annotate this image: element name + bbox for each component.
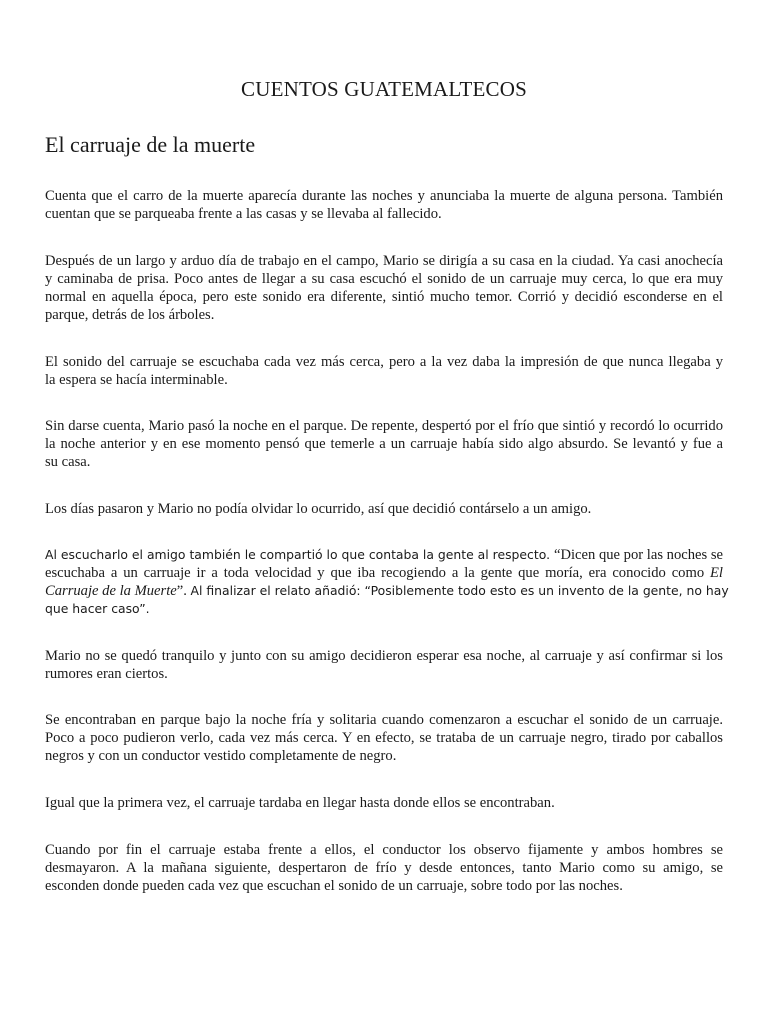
paragraph-line: la noche anterior y en ese momento pensó que temerle a un carruaje había sido algo absurdo. Se levantó y fue a — [45, 436, 723, 452]
paragraph — [45, 841, 723, 895]
paragraph — [45, 500, 723, 518]
story-title: El carruaje de la muerte — [45, 132, 256, 157]
paragraph-line — [45, 600, 723, 618]
paragraph — [45, 417, 723, 471]
paragraph-line: Cuenta que el carro de la muerte aparecía durante las noches y anunciaba la muerte de alguna persona. También — [45, 188, 723, 204]
paragraph-line: la espera se hacía interminable. — [45, 372, 228, 388]
text-run: “Dicen que por las noches se — [553, 547, 723, 563]
paragraph-line: cuentan que se parqueaba frente a las casas y se llevaba al fallecido. — [45, 206, 442, 222]
paragraph-line — [45, 546, 723, 564]
paragraph-line: Se encontraban en parque bajo la noche fría y solitaria cuando comenzaron a escuchar el sonido de un carruaje. — [45, 712, 723, 728]
italic-text-run: El — [710, 565, 723, 581]
paragraph-line: y caminaba de prisa. Poco antes de llegar a su casa escuchó el sonido de un carruaje muy cerca, lo que era muy — [45, 271, 723, 287]
text-run: ”. — [176, 583, 191, 599]
italic-text-run: Carruaje de la Muerte — [45, 583, 177, 599]
text-run: que hacer caso”. — [45, 601, 150, 616]
paragraph — [45, 252, 723, 324]
paragraph-line — [45, 564, 723, 582]
paragraph-line — [45, 582, 729, 600]
paragraph-line: Mario no se quedó tranquilo y junto con su amigo decidieron esperar esa noche, al carruaje y así confirmar si los — [45, 648, 723, 664]
paragraph-line: normal en aquella época, pero este sonido era diferente, sintió mucho temor. Corrió y decidió esconderse en el — [45, 289, 723, 305]
paragraph-line: su casa. — [45, 454, 91, 470]
text-run: Al escucharlo el amigo también le compartió lo que contaba la gente al respecto. — [45, 547, 554, 562]
paragraph-line: Después de un largo y arduo día de trabajo en el campo, Mario se dirigía a su casa en la ciudad. Ya casi anochecía — [45, 253, 723, 269]
paragraph-line: Los días pasaron y Mario no podía olvidar lo ocurrido, así que decidió contárselo a un amigo. — [45, 501, 592, 517]
paragraph — [45, 353, 723, 389]
paragraph — [45, 711, 723, 765]
paragraph — [45, 546, 729, 618]
paragraph-line: esconden donde pueden cada vez que escuchan el sonido de un carruaje, sobre todo por las noches. — [45, 878, 623, 894]
paragraph-line: El sonido del carruaje se escuchaba cada vez más cerca, pero a la vez daba la impresión de que nunca llegaba y — [45, 354, 723, 370]
text-run: Al finalizar el relato añadió: — [190, 583, 365, 598]
paragraph-line: rumores eran ciertos. — [45, 666, 168, 682]
paragraph — [45, 647, 723, 683]
text-run: “Posiblemente todo esto es un invento de la gente, no hay — [364, 583, 729, 598]
paragraph-line: Igual que la primera vez, el carruaje tardaba en llegar hasta donde ellos se encontraban. — [45, 795, 555, 811]
paragraph — [45, 187, 723, 223]
document-heading: CUENTOS GUATEMALTECOS — [241, 77, 527, 101]
text-run: escuchaba a un carruaje ir a toda velocidad y que iba recogiendo a la gente que moría, era conocido como — [45, 565, 711, 581]
paragraph-line: parque, detrás de los árboles. — [45, 307, 215, 323]
paragraph — [45, 794, 723, 812]
paragraph-line: Sin darse cuenta, Mario pasó la noche en el parque. De repente, despertó por el frío que sintió y recordó lo ocurrido — [45, 418, 723, 434]
paragraph-line: Poco a poco pudieron verlo, cada vez más cerca. Y en efecto, se trataba de un carruaje negro, tirado por caballos — [45, 730, 723, 746]
paragraph-line: negros y con un conductor vestido completamente de negro. — [45, 748, 397, 764]
paragraph-line: Cuando por fin el carruaje estaba frente a ellos, el conductor los observo fijamente y ambos hombres se — [45, 842, 723, 858]
paragraph-line: desmayaron. A la mañana siguiente, despertaron de frío y desde entonces, tanto Mario como su amigo, se — [45, 860, 723, 876]
